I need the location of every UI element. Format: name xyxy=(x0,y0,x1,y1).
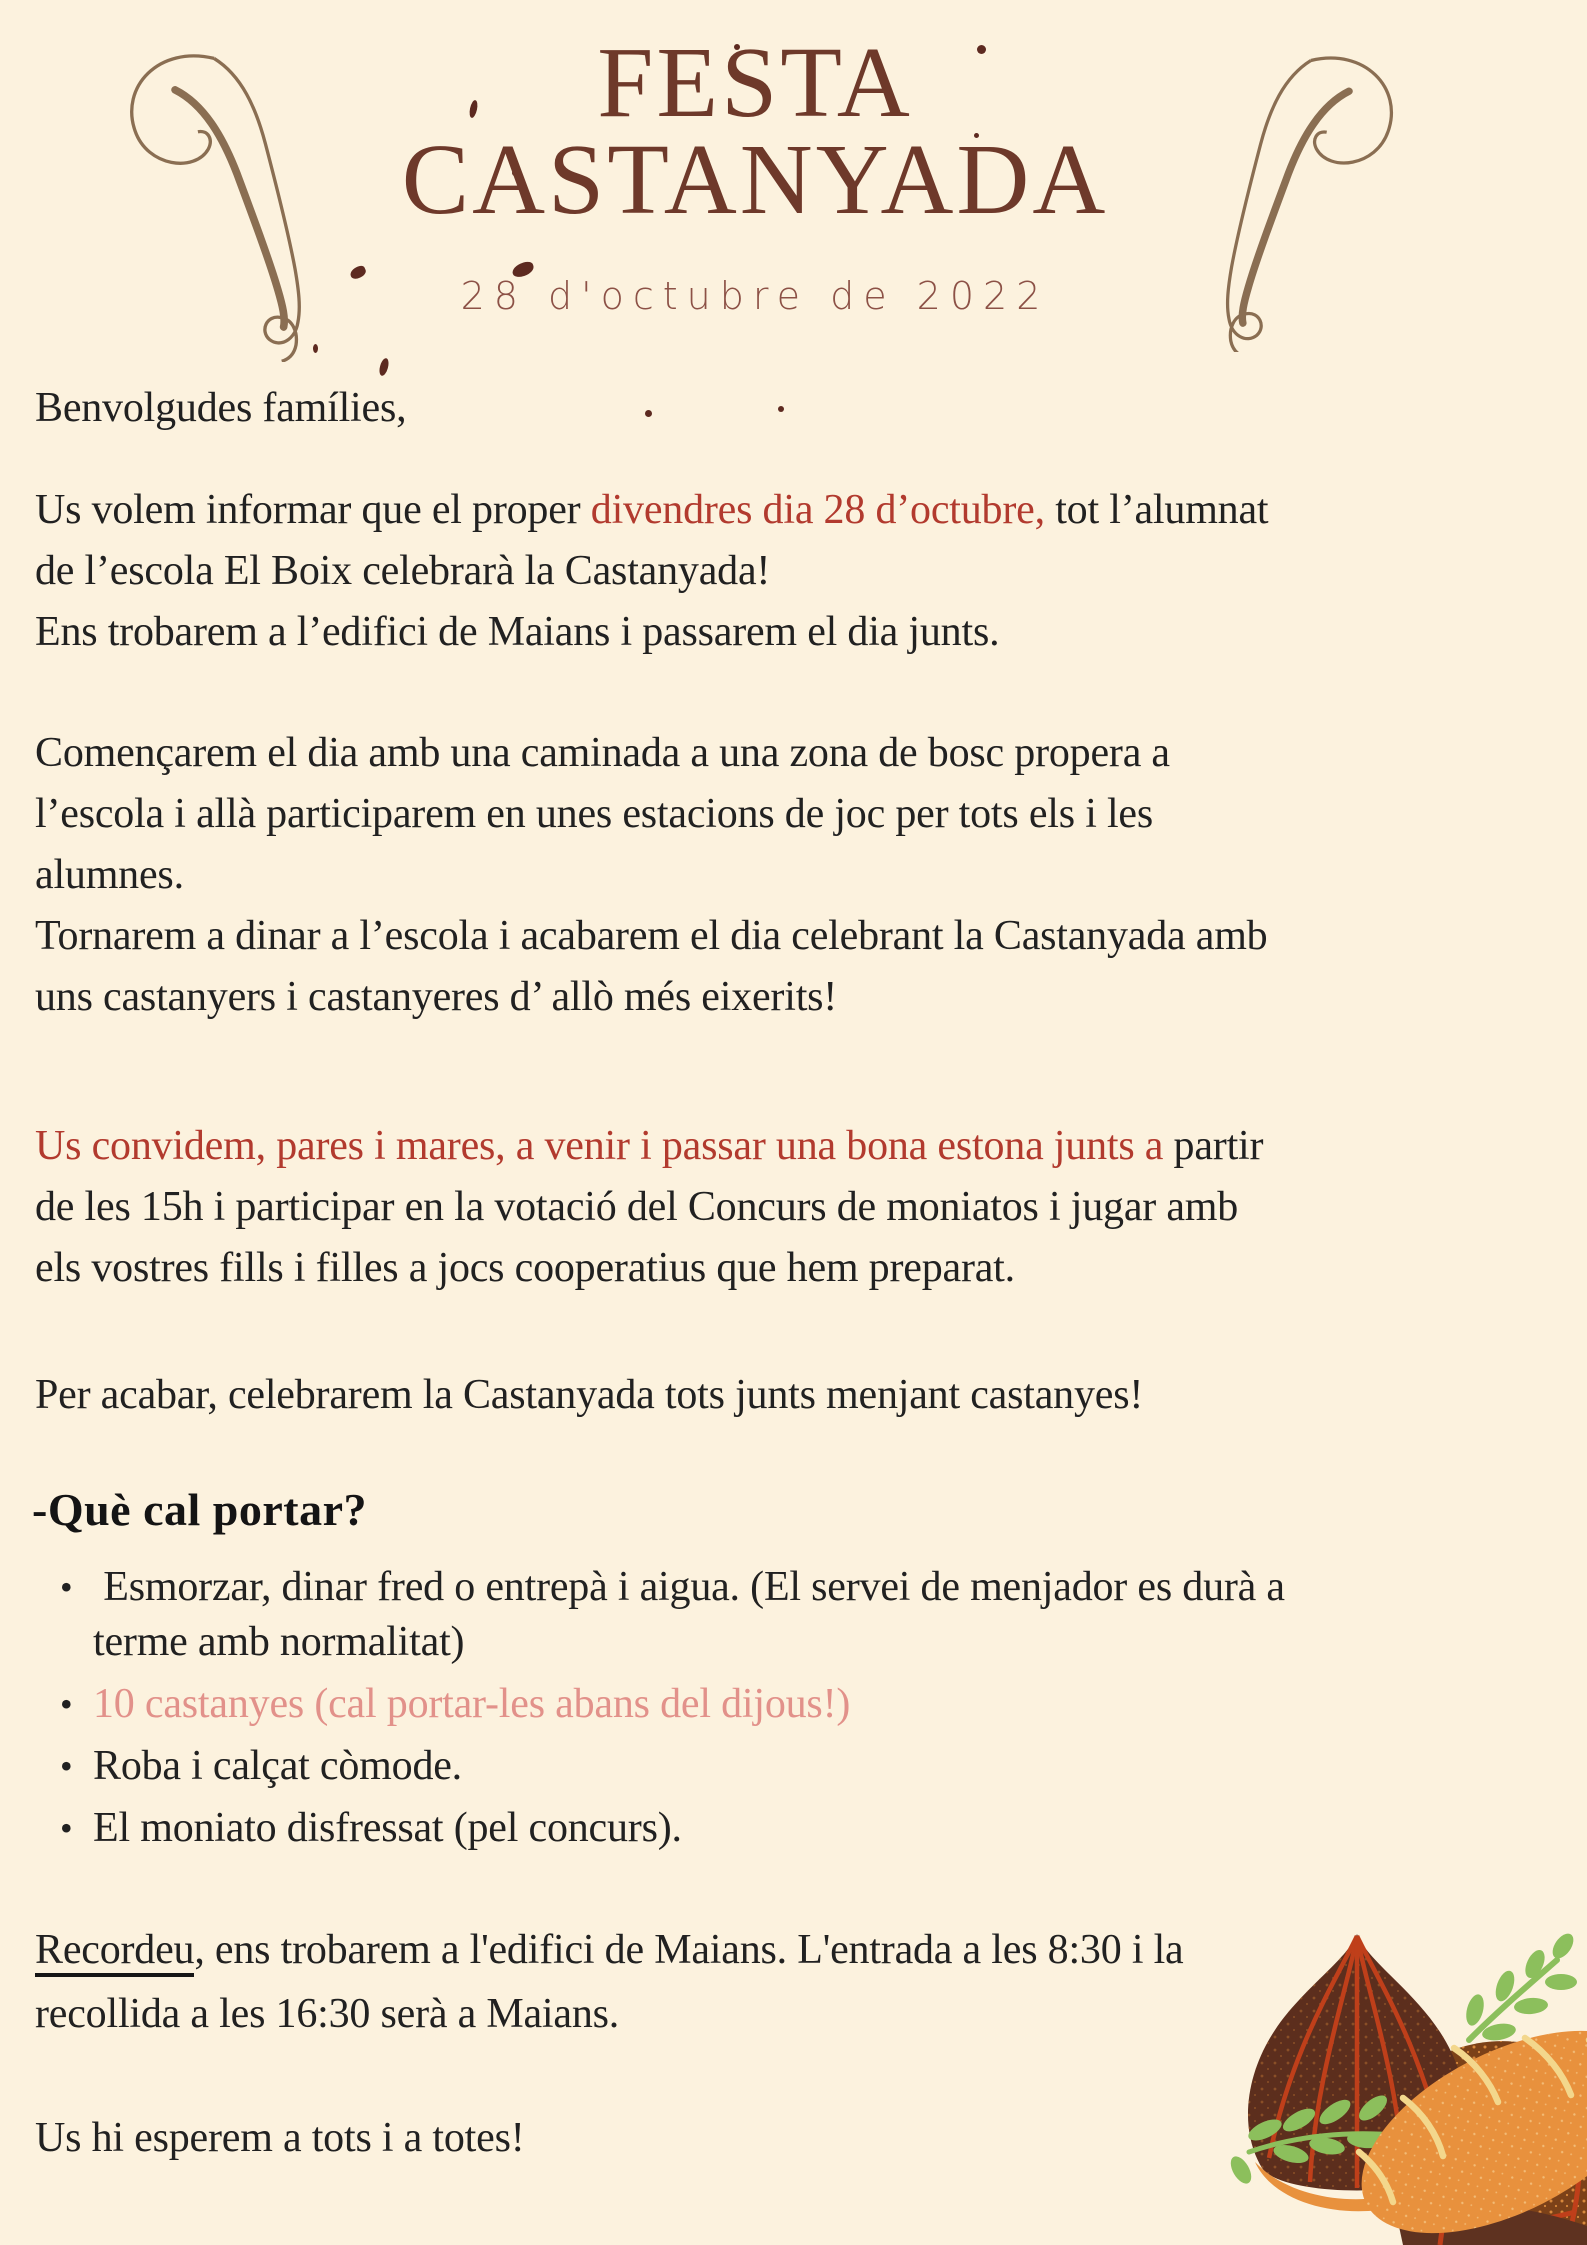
day-plan-paragraph: Començarem el dia amb una caminada a una zona de bosc propera a l’escola i allà participarem en unes estacions de joc per tots els i les alumnes. Tornarem a dinar a l’escola i acabarem el dia celebrant la Castanyada amb uns castanyers i castanyeres d’ allò més eixerits! xyxy=(35,730,1268,1020)
list-item-text: Esmorzar, dinar fred o entrepà i aigua. (El servei de menjador es durà a terme amb normalitat) xyxy=(93,1564,1285,1665)
list-item xyxy=(60,1560,1285,1670)
ink-speck xyxy=(378,357,390,376)
flyer-header xyxy=(0,26,1510,318)
ink-speck xyxy=(778,406,784,412)
page-title-line-1: FESTA xyxy=(597,26,913,138)
announcement-paragraph: Us volem informar que el proper divendres dia 28 d’octubre, tot l’alumnat de l’escola El Boix celebrarà la Castanyada! Ens trobarem a l’edifici de Maians i passarem el dia junts. xyxy=(35,487,1269,655)
greeting-paragraph: Benvolgudes famílies, xyxy=(35,385,407,431)
bullet-icon: • xyxy=(60,1746,73,1786)
what-to-bring-list xyxy=(60,1560,1285,1863)
list-item-text: 10 castanyes (cal portar-les abans del dijous!) xyxy=(93,1681,851,1727)
list-item-text: Roba i calçat còmode. xyxy=(93,1743,462,1789)
bullet-icon: • xyxy=(60,1684,73,1724)
list-item xyxy=(60,1739,1285,1794)
list-item-text: El moniato disfressat (pel concurs). xyxy=(93,1805,682,1851)
bullet-icon: • xyxy=(60,1808,73,1848)
ink-speck xyxy=(313,344,318,353)
what-to-bring-heading: -Què cal portar? xyxy=(32,1484,368,1535)
leaf-sprig-back-icon xyxy=(1463,1930,1577,2043)
celebration-paragraph: Per acabar, celebrarem la Castanyada tots junts menjant castanyes! xyxy=(35,1372,1144,1418)
list-item xyxy=(60,1677,1285,1732)
parents-invite-paragraph: Us convidem, pares i mares, a venir i passar una bona estona junts a partir de les 15h i participar en la votació del Concurs de moniatos i jugar amb els vostres fills i filles a jocs cooperatius que hem preparat. xyxy=(35,1123,1264,1291)
page-title-line-2: CASTANYADA xyxy=(401,123,1109,235)
event-date: 28 d'octubre de 2022 xyxy=(460,274,1050,318)
reminder-paragraph: Recordeu, ens trobarem a l'edifici de Maians. L'entrada a les 8:30 i la recollida a les 16:30 serà a Maians. xyxy=(35,1927,1184,2037)
bullet-icon: • xyxy=(60,1567,73,1607)
chestnut-illustration xyxy=(1207,1890,1587,2245)
ink-speck xyxy=(645,410,652,417)
closing-paragraph: Us hi esperem a tots i a totes! xyxy=(35,2115,525,2161)
list-item xyxy=(60,1801,1285,1856)
